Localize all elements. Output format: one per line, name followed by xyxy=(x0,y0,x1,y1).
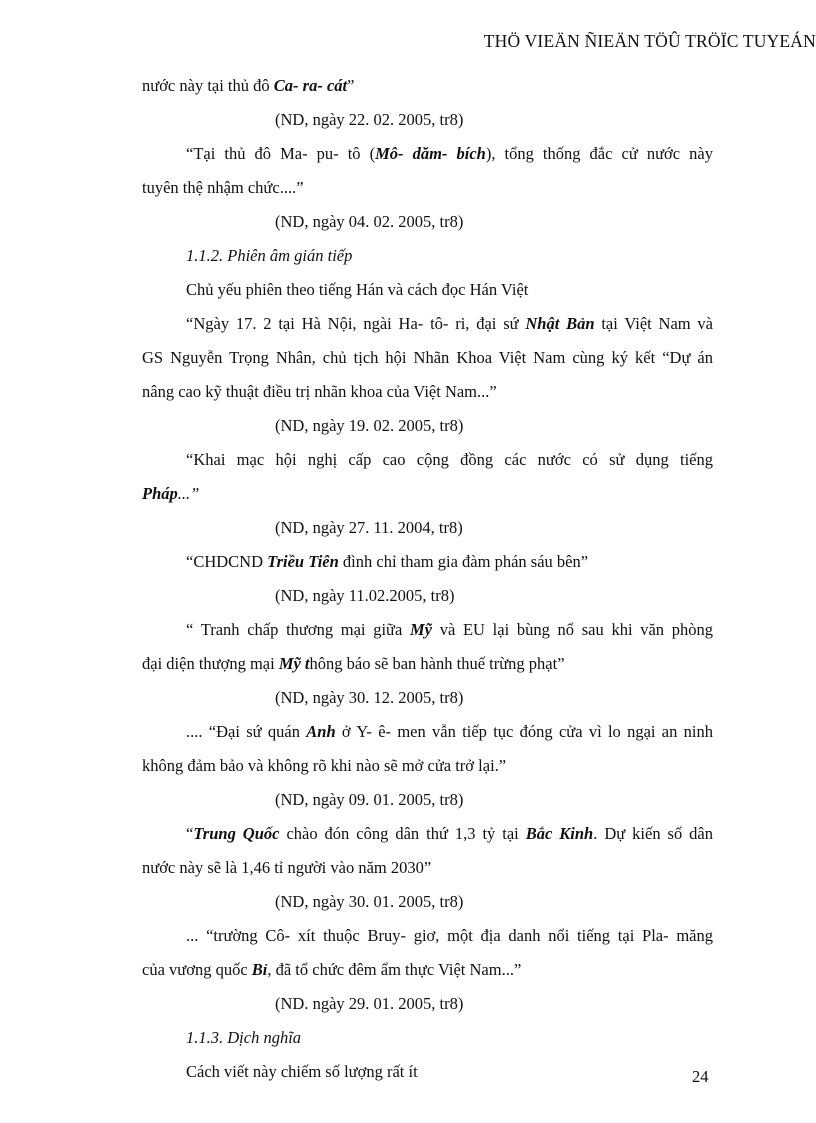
emphasis-place-name: Anh xyxy=(306,722,336,741)
citation: (ND, ngày 30. 01. 2005, tr8) xyxy=(275,892,464,911)
emphasis-place-name: Pháp xyxy=(142,484,178,503)
text-line: nâng cao kỹ thuật điều trị nhãn khoa của Việt Nam...” xyxy=(142,382,497,401)
text-run: ), tổng thống đắc cử nước này xyxy=(485,144,713,163)
text-line xyxy=(142,959,521,981)
text-line xyxy=(186,823,713,845)
page-number: 24 xyxy=(692,1067,709,1086)
section-heading: 1.1.2. Phiên âm gián tiếp xyxy=(186,246,353,265)
text-run: đình chỉ tham gia đàm phán sáu bên” xyxy=(338,552,589,571)
text-run: .... “Đại sứ quán xyxy=(186,722,307,741)
text-run: của vương quốc xyxy=(142,960,252,979)
text-run: “Ngày 17. 2 tại Hà Nội, ngài Ha- tô- ri, đại sứ xyxy=(186,314,526,333)
citation: (ND, ngày 27. 11. 2004, tr8) xyxy=(275,518,463,537)
text-line xyxy=(186,551,588,573)
emphasis-place-name: Bắc Kinh xyxy=(525,824,594,843)
text-line xyxy=(142,653,565,675)
text-run: ở Y- ê- men vẫn tiếp tục đóng cửa vì lo ngại an ninh xyxy=(335,722,714,741)
citation: (ND, ngày 19. 02. 2005, tr8) xyxy=(275,416,464,435)
text-line: không đảm bảo và không rõ khi nào sẽ mở cửa trở lại.” xyxy=(142,756,507,775)
text-run: , đã tổ chức đêm ẩm thực Việt Nam...” xyxy=(267,960,522,979)
text-line xyxy=(186,313,713,335)
citation: (ND, ngày 11.02.2005, tr8) xyxy=(275,586,455,605)
text-line: ... “trường Cô- xít thuộc Bruy- giơ, một địa danh nổi tiếng tại Pla- măng xyxy=(186,926,713,945)
text-run: chào đón công dân thứ 1,3 tỷ tại xyxy=(279,824,526,843)
text-run: . Dự kiến số dân xyxy=(593,824,713,843)
text-line xyxy=(186,619,713,641)
text-line xyxy=(142,75,354,97)
text-run: tại Việt Nam và xyxy=(594,314,713,333)
emphasis-place-name: Mô- dăm- bích xyxy=(375,144,486,163)
emphasis-place-name: Triều Tiên xyxy=(267,552,339,571)
text-line: nước này sẽ là 1,46 tỉ người vào năm 2030” xyxy=(142,858,432,877)
text-line: “Khai mạc hội nghị cấp cao cộng đồng các nước có sử dụng tiếng xyxy=(186,450,713,469)
section-heading: 1.1.3. Dịch nghĩa xyxy=(186,1028,302,1047)
text-run: nước này tại thủ đô xyxy=(142,76,274,95)
text-line: Cách viết này chiếm số lượng rất ít xyxy=(186,1062,418,1081)
emphasis-place-name: Nhật Bản xyxy=(525,314,595,333)
text-line xyxy=(186,143,713,165)
text-run: ...” xyxy=(177,484,200,503)
text-line xyxy=(142,483,199,505)
text-line: tuyên thệ nhậm chức....” xyxy=(142,178,304,197)
text-run: “CHDCND xyxy=(186,552,268,571)
emphasis-place-name: Mỹ xyxy=(410,620,433,639)
citation: (ND. ngày 29. 01. 2005, tr8) xyxy=(275,994,464,1013)
text-run: hông báo sẽ ban hành thuế trừng phạt” xyxy=(309,654,565,673)
text-run: “Tại thủ đô Ma- pu- tô ( xyxy=(186,144,376,163)
text-run: “ Tranh chấp thương mại giữa xyxy=(186,620,411,639)
running-header: THÖ VIEÄN ÑIEÄN TÖÛ TRÖÏC TUYEÁN xyxy=(483,31,816,51)
text-line xyxy=(186,721,713,743)
text-run: và EU lại bùng nổ sau khi văn phòng xyxy=(432,620,713,639)
citation: (ND, ngày 22. 02. 2005, tr8) xyxy=(275,110,464,129)
emphasis-place-name: Bỉ xyxy=(251,960,268,979)
emphasis-place-name: Mỹ t xyxy=(278,654,310,673)
text-line: Chủ yếu phiên theo tiếng Hán và cách đọc Hán Việt xyxy=(186,280,529,299)
text-run: đại diện thượng mại xyxy=(142,654,279,673)
emphasis-place-name: Ca- ra- cát xyxy=(273,76,348,95)
text-run: ” xyxy=(347,76,355,95)
emphasis-place-name: Trung Quốc xyxy=(193,824,280,843)
citation: (ND, ngày 04. 02. 2005, tr8) xyxy=(275,212,464,231)
text-run: “ xyxy=(186,824,194,843)
text-line: GS Nguyễn Trọng Nhân, chủ tịch hội Nhãn Khoa Việt Nam cùng ký kết “Dự án xyxy=(142,348,713,367)
citation: (ND, ngày 09. 01. 2005, tr8) xyxy=(275,790,464,809)
citation: (ND, ngày 30. 12. 2005, tr8) xyxy=(275,688,464,707)
